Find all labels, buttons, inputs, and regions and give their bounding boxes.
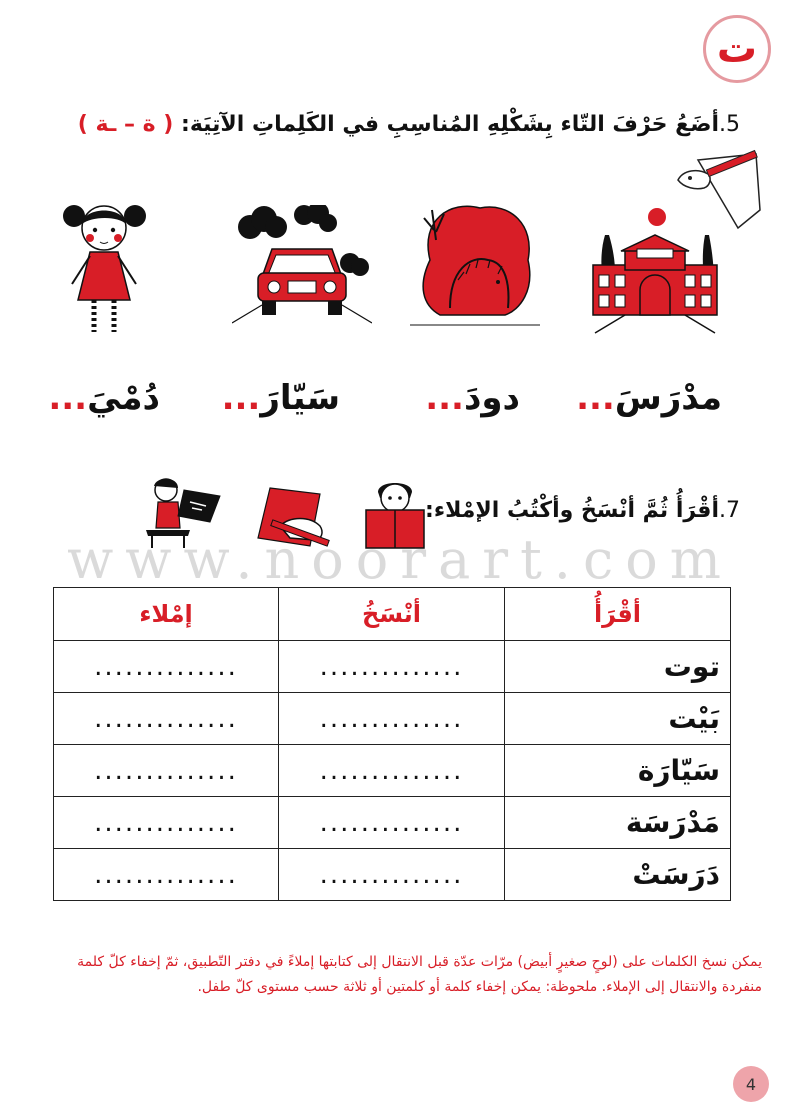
table-row [54,849,731,901]
copy-blank[interactable]: .............. [279,849,505,901]
car-icon [232,205,372,325]
worm-in-bush-icon [410,200,540,330]
doll-icon [62,200,147,338]
word-blank[interactable]: ... [221,378,261,418]
word-stem: مدْرَسَ [614,378,722,418]
word-car [222,378,340,418]
read-word: سَيّارَة [505,745,731,797]
dictation-blank[interactable]: .............. [54,797,279,849]
copy-blank[interactable]: .............. [279,693,505,745]
exercise-7-instruction: أقْرَأُ ثُمَّ أنْسَخُ وأكْتُبُ الإمْلاء: [425,498,719,523]
table-row [54,797,731,849]
table-row [54,641,731,693]
word-stem: سَيّارَ [260,378,340,418]
exercise-7-heading [425,498,740,523]
header-dictation: إمْلاء [54,588,279,641]
dictation-blank[interactable]: .............. [54,693,279,745]
word-stem: دُمْيَ [87,378,160,418]
word-blank[interactable]: ... [425,378,464,418]
letter-badge: ت [703,15,771,83]
word-worm [425,378,520,418]
school-icon [585,205,725,335]
header-copy: أنْسَخُ [279,588,505,641]
teacher-note: يمكن نسخ الكلمات على (لوحٍ صغيرٍ أبيض) مرّات عدّة قبل الانتقال إلى كتابتها إملاءً في دفتر التّطبيق، ثمّ إخفاء كلّ كلمة منفردة والانتقال إلى الإملاء. ملحوظة: يمكن إخفاء كلمة أو كلمتين أو ثلاثة حسب مستوى كلّ طفل. [77,954,762,995]
exercise-5-number: 5. [719,112,740,137]
read-word: مَدْرَسَة [505,797,731,849]
exercise-7-number: 7. [719,498,740,523]
watermark: www.noorart.com [67,528,733,591]
read-word: دَرَسَتْ [505,849,731,901]
word-school [576,378,722,418]
header-read: أقْرَأُ [505,588,731,641]
table-row [54,745,731,797]
exercise-5-instruction: أضَعُ حَرْفَ التّاء بِشَكْلِهِ المُناسِبِ في الكَلِماتِ الآتِيَة: [181,112,719,137]
dictation-blank[interactable]: .............. [54,745,279,797]
dictation-table [53,587,731,901]
table-header-row [54,588,731,641]
dictation-blank[interactable]: .............. [54,849,279,901]
copy-blank[interactable]: .............. [279,745,505,797]
read-word: بَيْت [505,693,731,745]
word-stem: دودَ [463,378,520,418]
read-word: توت [505,641,731,693]
table-row [54,693,731,745]
word-blank[interactable]: ... [576,378,615,418]
exercise-5-options: ( ة – ـة ) [77,112,174,137]
copy-blank[interactable]: .............. [279,641,505,693]
dictation-blank[interactable]: .............. [54,641,279,693]
page-number: 4 [733,1066,769,1102]
word-blank[interactable]: ... [48,378,88,418]
exercise-5-heading [78,112,740,137]
word-doll [48,378,160,418]
copy-blank[interactable]: .............. [279,797,505,849]
